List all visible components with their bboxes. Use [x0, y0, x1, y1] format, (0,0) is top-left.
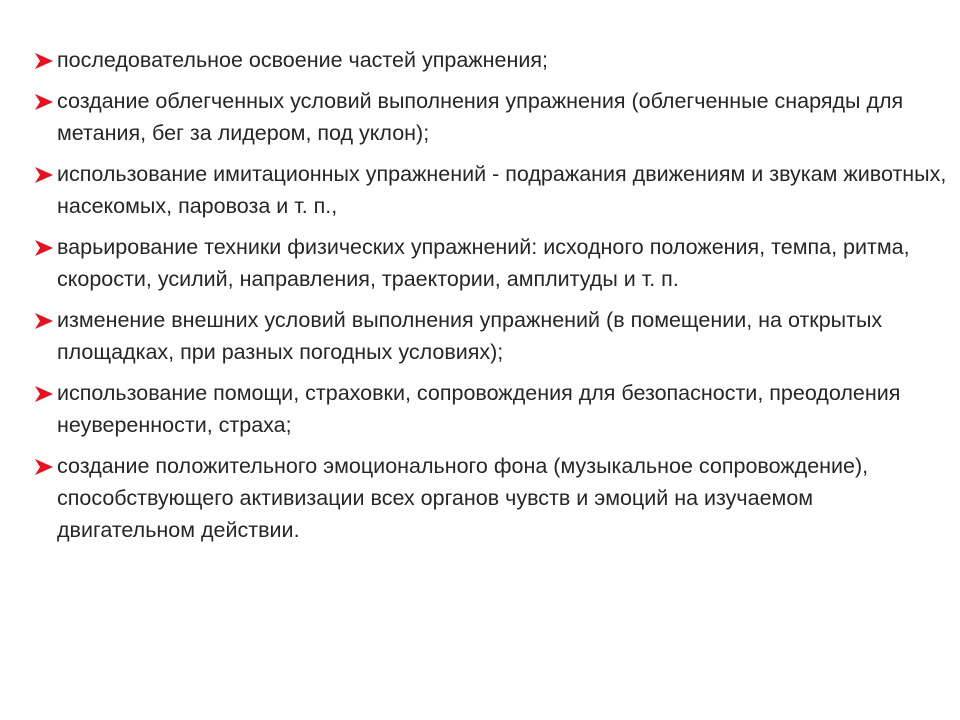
arrowhead-bullet-icon: [34, 52, 54, 70]
arrowhead-bullet-icon: [34, 458, 54, 476]
list-item: [34, 304, 949, 368]
list-item: [34, 377, 949, 441]
list-item-text: варьирование техники физических упражнений: исходного положения, темпа, ритма, скорости, усилий, направления, траектории, амплитуды и т. п.: [57, 235, 910, 291]
list-item-text: использование имитационных упражнений - подражания движениям и звукам животных, насекомых, паровоза и т. п.,: [57, 162, 947, 218]
arrowhead-bullet-icon: [34, 93, 54, 111]
arrowhead-bullet-icon: [34, 166, 54, 184]
list-item: [34, 44, 949, 76]
list-item: [34, 158, 949, 222]
list-item-text: изменение внешних условий выполнения упражнений (в помещении, на открытых площадках, при разных погодных условиях);: [57, 308, 883, 364]
list-item-text: использование помощи, страховки, сопровождения для безопасности, преодоления неуверенности, страха;: [57, 381, 901, 437]
bullet-list: [34, 44, 949, 555]
arrowhead-bullet-icon: [34, 312, 54, 330]
arrowhead-bullet-icon: [34, 239, 54, 257]
list-item: [34, 450, 949, 546]
arrowhead-bullet-icon: [34, 385, 54, 403]
list-item-text: создание облегченных условий выполнения упражнения (облегченные снаряды для метания, бег за лидером, под уклон);: [57, 89, 904, 145]
list-item: [34, 231, 949, 295]
list-item-text: последовательное освоение частей упражнения;: [57, 48, 548, 72]
list-item: [34, 85, 949, 149]
list-item-text: создание положительного эмоционального фона (музыкальное сопровождение), способствующего активизации всех органов чувств и эмоций на изучаемом двигательном действии.: [57, 454, 869, 542]
